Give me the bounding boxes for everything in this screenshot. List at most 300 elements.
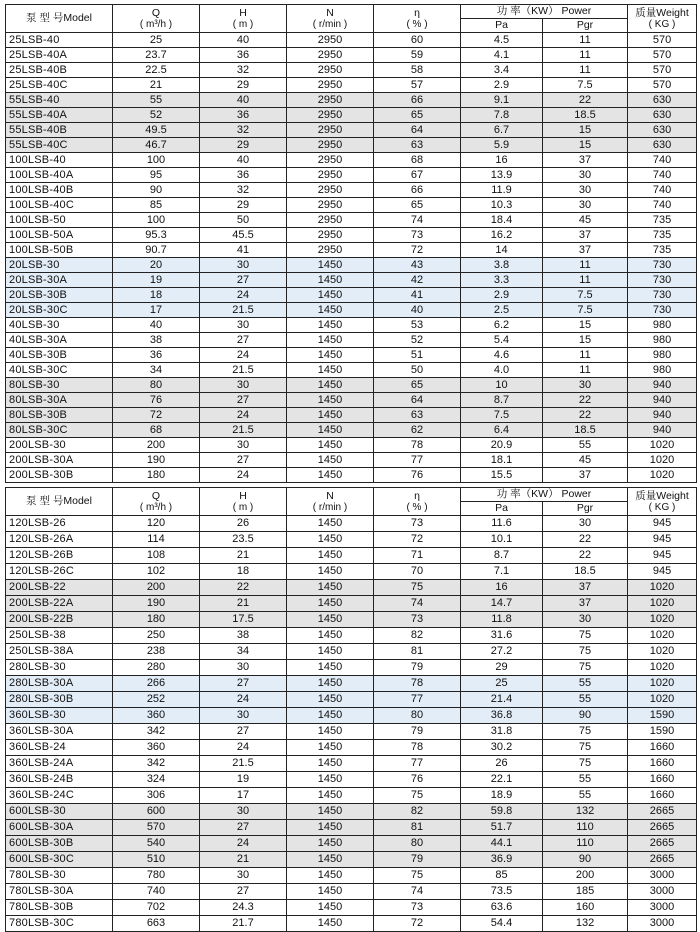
flow-cell: 46.7 bbox=[113, 138, 200, 153]
speed-cell: 1450 bbox=[287, 692, 374, 708]
head-cell: 27 bbox=[200, 393, 287, 408]
model-cell: 40LSB-30B bbox=[6, 348, 113, 363]
speed-cell: 1450 bbox=[287, 453, 374, 468]
flow-cell: 702 bbox=[113, 900, 200, 916]
weight-cell: 730 bbox=[628, 258, 697, 273]
head-cell: 21.5 bbox=[200, 303, 287, 318]
efficiency-cell: 64 bbox=[374, 393, 461, 408]
head-cell: 26 bbox=[200, 516, 287, 532]
speed-cell: 1450 bbox=[287, 612, 374, 628]
pa-cell: 10 bbox=[461, 378, 543, 393]
speed-cell: 1450 bbox=[287, 363, 374, 378]
model-cell: 40LSB-30C bbox=[6, 363, 113, 378]
head-cell: 27 bbox=[200, 884, 287, 900]
table-row bbox=[6, 258, 697, 273]
power-header: 功 率（KW） Power bbox=[461, 488, 628, 502]
efficiency-cell: 62 bbox=[374, 423, 461, 438]
pa-cell: 73.5 bbox=[461, 884, 543, 900]
speed-header: N ( r/min ) bbox=[287, 488, 374, 516]
speed-cell: 1450 bbox=[287, 532, 374, 548]
pa-cell: 2.9 bbox=[461, 288, 543, 303]
table-row bbox=[6, 676, 697, 692]
pgr-cell: 18.5 bbox=[543, 423, 628, 438]
weight-cell: 735 bbox=[628, 228, 697, 243]
model-cell: 280LSB-30B bbox=[6, 692, 113, 708]
head-cell: 24 bbox=[200, 740, 287, 756]
speed-cell: 1450 bbox=[287, 804, 374, 820]
model-cell: 55LSB-40A bbox=[6, 108, 113, 123]
flow-cell: 180 bbox=[113, 612, 200, 628]
pgr-cell: 37 bbox=[543, 580, 628, 596]
pa-cell: 22.1 bbox=[461, 772, 543, 788]
flow-cell: 108 bbox=[113, 548, 200, 564]
flow-cell: 200 bbox=[113, 580, 200, 596]
table-row bbox=[6, 596, 697, 612]
table-row bbox=[6, 692, 697, 708]
head-cell: 32 bbox=[200, 63, 287, 78]
model-cell: 200LSB-22A bbox=[6, 596, 113, 612]
efficiency-cell: 66 bbox=[374, 93, 461, 108]
pa-cell: 21.4 bbox=[461, 692, 543, 708]
model-cell: 20LSB-30C bbox=[6, 303, 113, 318]
weight-cell: 570 bbox=[628, 63, 697, 78]
weight-cell: 730 bbox=[628, 303, 697, 318]
speed-cell: 1450 bbox=[287, 628, 374, 644]
pgr-cell: 15 bbox=[543, 318, 628, 333]
flow-cell: 102 bbox=[113, 564, 200, 580]
model-cell: 360LSB-30 bbox=[6, 708, 113, 724]
head-cell: 21.5 bbox=[200, 423, 287, 438]
weight-cell: 630 bbox=[628, 93, 697, 108]
efficiency-cell: 81 bbox=[374, 820, 461, 836]
table-row bbox=[6, 183, 697, 198]
weight-cell: 570 bbox=[628, 33, 697, 48]
speed-cell: 1450 bbox=[287, 884, 374, 900]
pgr-cell: 37 bbox=[543, 243, 628, 258]
head-cell: 41 bbox=[200, 243, 287, 258]
head-cell: 22 bbox=[200, 580, 287, 596]
table-row bbox=[6, 228, 697, 243]
model-cell: 360LSB-24C bbox=[6, 788, 113, 804]
head-cell: 45.5 bbox=[200, 228, 287, 243]
weight-cell: 980 bbox=[628, 348, 697, 363]
head-cell: 36 bbox=[200, 108, 287, 123]
model-cell: 80LSB-30B bbox=[6, 408, 113, 423]
pgr-cell: 185 bbox=[543, 884, 628, 900]
head-cell: 40 bbox=[200, 33, 287, 48]
weight-cell: 1020 bbox=[628, 580, 697, 596]
weight-cell: 1020 bbox=[628, 660, 697, 676]
head-cell: 40 bbox=[200, 93, 287, 108]
weight-cell: 1660 bbox=[628, 756, 697, 772]
flow-cell: 324 bbox=[113, 772, 200, 788]
weight-cell: 945 bbox=[628, 548, 697, 564]
speed-cell: 1450 bbox=[287, 378, 374, 393]
pa-cell: 11.8 bbox=[461, 612, 543, 628]
weight-cell: 740 bbox=[628, 168, 697, 183]
head-cell: 50 bbox=[200, 213, 287, 228]
weight-cell: 1660 bbox=[628, 740, 697, 756]
pa-cell: 2.5 bbox=[461, 303, 543, 318]
head-cell: 32 bbox=[200, 123, 287, 138]
table-row bbox=[6, 348, 697, 363]
pgr-cell: 22 bbox=[543, 532, 628, 548]
pa-cell: 15.5 bbox=[461, 468, 543, 483]
pgr-cell: 11 bbox=[543, 33, 628, 48]
efficiency-cell: 78 bbox=[374, 740, 461, 756]
efficiency-cell: 63 bbox=[374, 138, 461, 153]
head-cell: 30 bbox=[200, 804, 287, 820]
weight-cell: 980 bbox=[628, 318, 697, 333]
speed-cell: 2950 bbox=[287, 213, 374, 228]
pa-cell: 11.9 bbox=[461, 183, 543, 198]
speed-cell: 2950 bbox=[287, 48, 374, 63]
pgr-cell: 55 bbox=[543, 692, 628, 708]
efficiency-cell: 74 bbox=[374, 596, 461, 612]
efficiency-cell: 82 bbox=[374, 628, 461, 644]
weight-cell: 1020 bbox=[628, 468, 697, 483]
pgr-cell: 11 bbox=[543, 63, 628, 78]
pgr-cell: 90 bbox=[543, 852, 628, 868]
pump-spec-table-1 bbox=[5, 4, 697, 483]
flow-cell: 22.5 bbox=[113, 63, 200, 78]
efficiency-cell: 43 bbox=[374, 258, 461, 273]
speed-cell: 1450 bbox=[287, 676, 374, 692]
model-cell: 200LSB-22 bbox=[6, 580, 113, 596]
pgr-cell: 22 bbox=[543, 408, 628, 423]
table-row bbox=[6, 363, 697, 378]
pa-cell: 25 bbox=[461, 676, 543, 692]
table-row bbox=[6, 153, 697, 168]
pgr-cell: 11 bbox=[543, 363, 628, 378]
head-cell: 30 bbox=[200, 378, 287, 393]
flow-cell: 52 bbox=[113, 108, 200, 123]
weight-cell: 945 bbox=[628, 532, 697, 548]
speed-cell: 1450 bbox=[287, 516, 374, 532]
efficiency-cell: 65 bbox=[374, 198, 461, 213]
speed-cell: 1450 bbox=[287, 820, 374, 836]
model-header: 泵 型 号Model bbox=[6, 488, 113, 516]
flow-cell: 55 bbox=[113, 93, 200, 108]
model-cell: 100LSB-50B bbox=[6, 243, 113, 258]
model-cell: 40LSB-30A bbox=[6, 333, 113, 348]
efficiency-cell: 50 bbox=[374, 363, 461, 378]
table-row bbox=[6, 628, 697, 644]
pgr-cell: 22 bbox=[543, 393, 628, 408]
speed-cell: 1450 bbox=[287, 273, 374, 288]
pgr-cell: 200 bbox=[543, 868, 628, 884]
flow-cell: 663 bbox=[113, 916, 200, 932]
speed-cell: 2950 bbox=[287, 183, 374, 198]
weight-cell: 980 bbox=[628, 333, 697, 348]
pgr-cell: 30 bbox=[543, 378, 628, 393]
speed-cell: 1450 bbox=[287, 438, 374, 453]
head-cell: 29 bbox=[200, 138, 287, 153]
model-cell: 80LSB-30A bbox=[6, 393, 113, 408]
pgr-cell: 18.5 bbox=[543, 108, 628, 123]
head-cell: 34 bbox=[200, 644, 287, 660]
flow-cell: 360 bbox=[113, 708, 200, 724]
weight-cell: 940 bbox=[628, 378, 697, 393]
model-cell: 120LSB-26B bbox=[6, 548, 113, 564]
table-row bbox=[6, 243, 697, 258]
head-cell: 21.5 bbox=[200, 363, 287, 378]
weight-cell: 1020 bbox=[628, 596, 697, 612]
flow-cell: 72 bbox=[113, 408, 200, 423]
pa-cell: 13.9 bbox=[461, 168, 543, 183]
efficiency-cell: 75 bbox=[374, 580, 461, 596]
efficiency-cell: 79 bbox=[374, 660, 461, 676]
pgr-cell: 55 bbox=[543, 772, 628, 788]
weight-cell: 2665 bbox=[628, 836, 697, 852]
pa-cell: 7.8 bbox=[461, 108, 543, 123]
head-cell: 40 bbox=[200, 153, 287, 168]
table-row bbox=[6, 564, 697, 580]
speed-cell: 1450 bbox=[287, 916, 374, 932]
model-cell: 40LSB-30 bbox=[6, 318, 113, 333]
speed-cell: 1450 bbox=[287, 548, 374, 564]
weight-cell: 3000 bbox=[628, 916, 697, 932]
efficiency-cell: 77 bbox=[374, 756, 461, 772]
speed-cell: 1450 bbox=[287, 836, 374, 852]
pa-cell: 6.7 bbox=[461, 123, 543, 138]
efficiency-cell: 52 bbox=[374, 333, 461, 348]
pa-cell: 6.2 bbox=[461, 318, 543, 333]
head-cell: 18 bbox=[200, 564, 287, 580]
speed-cell: 2950 bbox=[287, 243, 374, 258]
pa-cell: 4.5 bbox=[461, 33, 543, 48]
weight-cell: 940 bbox=[628, 408, 697, 423]
model-cell: 780LSB-30B bbox=[6, 900, 113, 916]
table-row bbox=[6, 63, 697, 78]
efficiency-cell: 41 bbox=[374, 288, 461, 303]
table-row bbox=[6, 198, 697, 213]
head-cell: 17.5 bbox=[200, 612, 287, 628]
flow-cell: 200 bbox=[113, 438, 200, 453]
flow-cell: 95.3 bbox=[113, 228, 200, 243]
pa-cell: 8.7 bbox=[461, 548, 543, 564]
efficiency-cell: 76 bbox=[374, 772, 461, 788]
weight-cell: 2665 bbox=[628, 820, 697, 836]
head-cell: 27 bbox=[200, 453, 287, 468]
model-cell: 200LSB-30B bbox=[6, 468, 113, 483]
pgr-cell: 132 bbox=[543, 804, 628, 820]
flow-cell: 190 bbox=[113, 453, 200, 468]
efficiency-cell: 73 bbox=[374, 228, 461, 243]
model-cell: 100LSB-40C bbox=[6, 198, 113, 213]
efficiency-cell: 79 bbox=[374, 724, 461, 740]
model-cell: 360LSB-24 bbox=[6, 740, 113, 756]
pgr-cell: 90 bbox=[543, 708, 628, 724]
table-row bbox=[6, 213, 697, 228]
head-header: H ( m ) bbox=[200, 5, 287, 33]
pgr-cell: 22 bbox=[543, 548, 628, 564]
pgr-cell: 11 bbox=[543, 273, 628, 288]
speed-cell: 2950 bbox=[287, 228, 374, 243]
pa-cell: 2.9 bbox=[461, 78, 543, 93]
table-row bbox=[6, 644, 697, 660]
flow-cell: 36 bbox=[113, 348, 200, 363]
model-cell: 100LSB-40A bbox=[6, 168, 113, 183]
weight-cell: 1590 bbox=[628, 708, 697, 724]
pa-cell: 16 bbox=[461, 580, 543, 596]
speed-cell: 1450 bbox=[287, 408, 374, 423]
power-header: 功 率（KW） Power bbox=[461, 5, 628, 19]
pgr-cell: 7.5 bbox=[543, 288, 628, 303]
table-row bbox=[6, 852, 697, 868]
pa-cell: 26 bbox=[461, 756, 543, 772]
head-cell: 36 bbox=[200, 48, 287, 63]
model-cell: 55LSB-40B bbox=[6, 123, 113, 138]
table-row bbox=[6, 468, 697, 483]
head-cell: 24 bbox=[200, 288, 287, 303]
head-cell: 29 bbox=[200, 78, 287, 93]
table-row bbox=[6, 78, 697, 93]
weight-cell: 940 bbox=[628, 423, 697, 438]
speed-cell: 1450 bbox=[287, 258, 374, 273]
pgr-cell: 75 bbox=[543, 660, 628, 676]
flow-cell: 17 bbox=[113, 303, 200, 318]
pgr-cell: 15 bbox=[543, 123, 628, 138]
model-cell: 200LSB-22B bbox=[6, 612, 113, 628]
speed-cell: 1450 bbox=[287, 772, 374, 788]
efficiency-cell: 60 bbox=[374, 33, 461, 48]
table-row bbox=[6, 288, 697, 303]
head-cell: 30 bbox=[200, 868, 287, 884]
weight-cell: 945 bbox=[628, 516, 697, 532]
flow-cell: 238 bbox=[113, 644, 200, 660]
flow-cell: 114 bbox=[113, 532, 200, 548]
efficiency-cell: 51 bbox=[374, 348, 461, 363]
flow-cell: 25 bbox=[113, 33, 200, 48]
model-cell: 100LSB-40 bbox=[6, 153, 113, 168]
speed-cell: 1450 bbox=[287, 580, 374, 596]
table-row bbox=[6, 548, 697, 564]
speed-cell: 1450 bbox=[287, 740, 374, 756]
flow-cell: 100 bbox=[113, 153, 200, 168]
flow-cell: 19 bbox=[113, 273, 200, 288]
flow-cell: 18 bbox=[113, 288, 200, 303]
pgr-cell: 15 bbox=[543, 138, 628, 153]
pgr-cell: 22 bbox=[543, 93, 628, 108]
flow-cell: 76 bbox=[113, 393, 200, 408]
pa-cell: 27.2 bbox=[461, 644, 543, 660]
weight-cell: 735 bbox=[628, 243, 697, 258]
pa-cell: 16 bbox=[461, 153, 543, 168]
head-cell: 36 bbox=[200, 168, 287, 183]
efficiency-cell: 68 bbox=[374, 153, 461, 168]
model-cell: 780LSB-30 bbox=[6, 868, 113, 884]
pgr-cell: 7.5 bbox=[543, 78, 628, 93]
pa-cell: 10.3 bbox=[461, 198, 543, 213]
head-cell: 24 bbox=[200, 408, 287, 423]
table-row bbox=[6, 708, 697, 724]
pa-cell: 14 bbox=[461, 243, 543, 258]
model-cell: 780LSB-30A bbox=[6, 884, 113, 900]
efficiency-cell: 75 bbox=[374, 788, 461, 804]
speed-cell: 1450 bbox=[287, 660, 374, 676]
pgr-header: Pgr bbox=[543, 502, 628, 516]
flow-cell: 120 bbox=[113, 516, 200, 532]
weight-cell: 740 bbox=[628, 153, 697, 168]
flow-cell: 780 bbox=[113, 868, 200, 884]
pgr-cell: 55 bbox=[543, 788, 628, 804]
weight-cell: 630 bbox=[628, 123, 697, 138]
table-row bbox=[6, 868, 697, 884]
weight-cell: 2665 bbox=[628, 804, 697, 820]
model-cell: 25LSB-40B bbox=[6, 63, 113, 78]
head-cell: 29 bbox=[200, 198, 287, 213]
model-cell: 280LSB-30 bbox=[6, 660, 113, 676]
table-row bbox=[6, 393, 697, 408]
table-row bbox=[6, 423, 697, 438]
pa-cell: 30.2 bbox=[461, 740, 543, 756]
pa-header: Pa bbox=[461, 502, 543, 516]
speed-cell: 1450 bbox=[287, 868, 374, 884]
weight-cell: 740 bbox=[628, 198, 697, 213]
speed-cell: 2950 bbox=[287, 153, 374, 168]
table-row bbox=[6, 788, 697, 804]
weight-cell: 940 bbox=[628, 393, 697, 408]
weight-cell: 3000 bbox=[628, 900, 697, 916]
table-row bbox=[6, 516, 697, 532]
pa-cell: 54.4 bbox=[461, 916, 543, 932]
pa-cell: 44.1 bbox=[461, 836, 543, 852]
weight-cell: 740 bbox=[628, 183, 697, 198]
efficiency-cell: 66 bbox=[374, 183, 461, 198]
table-row bbox=[6, 453, 697, 468]
pa-cell: 9.1 bbox=[461, 93, 543, 108]
pgr-cell: 75 bbox=[543, 724, 628, 740]
efficiency-cell: 81 bbox=[374, 644, 461, 660]
pa-cell: 18.1 bbox=[461, 453, 543, 468]
weight-cell: 570 bbox=[628, 48, 697, 63]
efficiency-cell: 40 bbox=[374, 303, 461, 318]
model-cell: 20LSB-30A bbox=[6, 273, 113, 288]
head-cell: 19 bbox=[200, 772, 287, 788]
speed-cell: 2950 bbox=[287, 168, 374, 183]
table-row bbox=[6, 168, 697, 183]
efficiency-cell: 77 bbox=[374, 453, 461, 468]
head-cell: 27 bbox=[200, 676, 287, 692]
pa-cell: 4.0 bbox=[461, 363, 543, 378]
pgr-cell: 30 bbox=[543, 516, 628, 532]
flow-cell: 540 bbox=[113, 836, 200, 852]
pa-cell: 4.6 bbox=[461, 348, 543, 363]
head-cell: 21 bbox=[200, 852, 287, 868]
pgr-cell: 110 bbox=[543, 836, 628, 852]
speed-cell: 1450 bbox=[287, 724, 374, 740]
efficiency-cell: 82 bbox=[374, 804, 461, 820]
head-cell: 30 bbox=[200, 660, 287, 676]
pgr-cell: 75 bbox=[543, 740, 628, 756]
efficiency-header: η ( % ) bbox=[374, 488, 461, 516]
table-row bbox=[6, 804, 697, 820]
pa-cell: 3.4 bbox=[461, 63, 543, 78]
efficiency-cell: 77 bbox=[374, 692, 461, 708]
table-1-body bbox=[6, 33, 697, 483]
efficiency-cell: 59 bbox=[374, 48, 461, 63]
efficiency-cell: 80 bbox=[374, 836, 461, 852]
flow-header: Q ( m³/h ) bbox=[113, 488, 200, 516]
head-cell: 24 bbox=[200, 348, 287, 363]
speed-cell: 2950 bbox=[287, 198, 374, 213]
pa-cell: 85 bbox=[461, 868, 543, 884]
pgr-cell: 132 bbox=[543, 916, 628, 932]
efficiency-cell: 74 bbox=[374, 884, 461, 900]
flow-cell: 740 bbox=[113, 884, 200, 900]
speed-cell: 2950 bbox=[287, 33, 374, 48]
